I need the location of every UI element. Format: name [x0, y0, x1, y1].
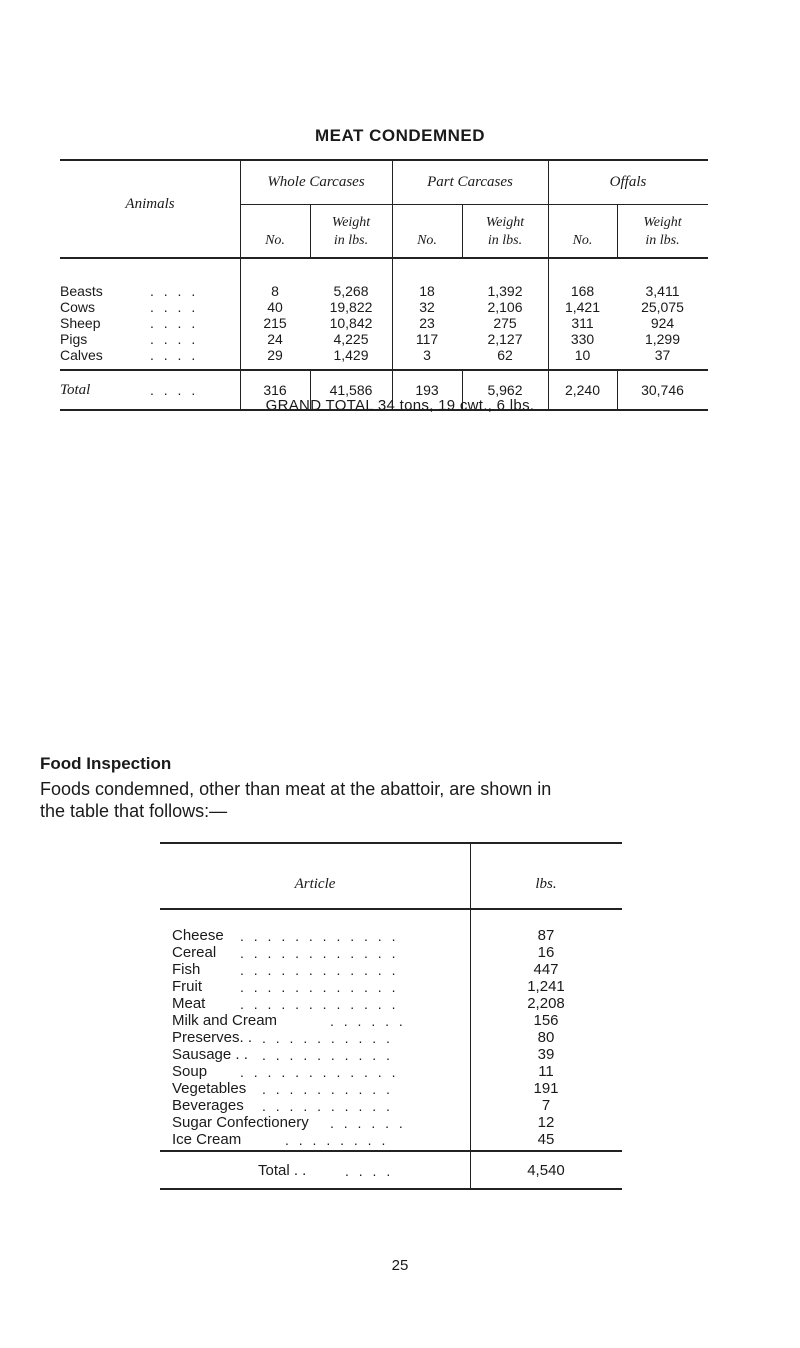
header-animals: Animals: [125, 196, 175, 212]
cell-value: 23: [419, 315, 435, 331]
leader-dots: . . . . . . . . . . . .: [240, 979, 399, 995]
cell-value: 1,392: [487, 283, 523, 299]
leader-dots: . . . .: [150, 347, 199, 363]
header-whole-carcases: Whole Carcases: [267, 174, 365, 190]
cell-value: 447: [533, 961, 559, 978]
total-value: 4,540: [527, 1162, 565, 1179]
cell-value: 311: [571, 315, 594, 331]
leader-dots: . . . .: [150, 315, 199, 331]
leader-dots: . . . . . .: [330, 1013, 406, 1029]
leader-dots: . . . .: [150, 382, 199, 398]
grand-total: GRAND TOTAL 34 tons, 19 cwt., 6 lbs.: [265, 397, 535, 414]
total-top-rule: [160, 1150, 622, 1152]
row-label: Calves: [60, 347, 103, 363]
cell-value: 3,411: [645, 283, 680, 299]
cell-value: 18: [419, 283, 435, 299]
header-bottom-rule: [60, 257, 708, 259]
subheader-no: No.: [417, 233, 437, 248]
cell-value: 45: [537, 1131, 555, 1148]
cell-value: 10,842: [329, 315, 373, 331]
cell-value: 12: [537, 1114, 555, 1131]
row-label: Pigs: [60, 331, 88, 347]
row-label: Preserves. .: [172, 1029, 253, 1046]
total-value: 193: [415, 382, 439, 398]
section-heading: Food Inspection: [40, 754, 172, 773]
total-value: 5,962: [487, 382, 523, 398]
leader-dots: . . . .: [150, 283, 199, 299]
row-label: Soup: [172, 1063, 208, 1080]
row-label: Vegetables: [172, 1080, 247, 1097]
leader-dots: . . . .: [150, 331, 199, 347]
cell-value: 62: [497, 347, 513, 363]
cell-value: 24: [267, 331, 283, 347]
paragraph-line: Foods condemned, other than meat at the abattoir, are shown in: [40, 779, 552, 799]
total-value: 41,586: [329, 382, 373, 398]
leader-dots: . . . . . . . . . .: [262, 1098, 393, 1114]
table-bottom-rule: [160, 1188, 622, 1190]
cell-value: 37: [654, 347, 671, 363]
subheader-weight: [617, 214, 708, 250]
cell-value: 25,075: [641, 299, 684, 315]
leader-dots: . . . . . . . .: [285, 1132, 389, 1148]
subheader-weight: [310, 214, 392, 250]
row-label: Fish: [172, 961, 201, 978]
cell-value: 11: [538, 1063, 554, 1080]
cell-value: 80: [537, 1029, 555, 1046]
row-label: Beasts: [60, 283, 103, 299]
cell-value: 16: [537, 944, 555, 961]
total-top-rule: [60, 369, 708, 371]
leader-dots: . . . .: [150, 299, 199, 315]
leader-dots: . . . . . . . . . . . .: [240, 1064, 399, 1080]
leader-dots: . . . . . . . . . . . .: [240, 996, 399, 1012]
subheader-weight-line1: Weight: [643, 215, 682, 230]
leader-dots: . . . . . . . . . . . .: [240, 962, 399, 978]
subheader-weight-line2: in lbs.: [487, 233, 523, 248]
header-bottom-rule: [160, 908, 622, 910]
cell-value: 156: [533, 1012, 559, 1029]
subheader-weight-line1: Weight: [485, 215, 525, 230]
leader-dots: . . . . . . . . . .: [262, 1047, 393, 1063]
row-label: Cereal: [172, 944, 217, 961]
leader-dots: . . . . . . . . . . . .: [240, 945, 399, 961]
cell-value: 32: [419, 299, 435, 315]
cell-value: 1,299: [644, 331, 681, 347]
cell-value: 1,241: [527, 978, 565, 995]
row-label: Sausage . .: [172, 1046, 248, 1063]
row-label: Sheep: [60, 315, 101, 331]
cell-value: 3: [423, 347, 431, 363]
header-lbs: lbs.: [535, 876, 557, 892]
total-label: Total: [60, 382, 91, 398]
row-label: Fruit: [172, 978, 202, 995]
cell-value: 215: [263, 315, 287, 331]
cell-value: 2,106: [487, 299, 523, 315]
total-value: 30,746: [641, 382, 684, 398]
row-label: Ice Cream: [172, 1131, 242, 1148]
leader-dots: . . . .: [345, 1163, 394, 1179]
row-label: Cheese: [172, 927, 224, 944]
cell-value: 2,127: [487, 331, 523, 347]
row-label: Meat: [172, 995, 206, 1012]
row-label: Milk and Cream: [172, 1012, 278, 1029]
cell-value: 924: [650, 315, 675, 331]
cell-value: 8: [271, 283, 279, 299]
cell-value: 275: [493, 315, 517, 331]
paragraph-line: the table that follows:—: [40, 801, 228, 821]
cell-value: 10: [574, 347, 591, 363]
page-title: MEAT CONDEMNED: [314, 126, 486, 145]
total-label: Total . .: [258, 1162, 307, 1179]
subheader-weight-line2: in lbs.: [645, 233, 680, 248]
intro-paragraph: [40, 778, 764, 822]
cell-value: 117: [415, 331, 439, 347]
header-article: Article: [294, 876, 336, 892]
table-top-rule: [160, 842, 622, 844]
row-label: Sugar Confectionery: [172, 1114, 309, 1131]
cell-value: 29: [267, 347, 283, 363]
leader-dots: . . . . . .: [330, 1115, 406, 1131]
cell-value: 40: [267, 299, 283, 315]
page-number: 25: [391, 1257, 409, 1274]
total-value: 316: [263, 382, 287, 398]
cell-value: 168: [570, 283, 595, 299]
subheader-weight-line1: Weight: [331, 215, 371, 230]
total-value: 2,240: [564, 382, 601, 398]
cell-value: 39: [537, 1046, 555, 1063]
cell-value: 7: [541, 1097, 551, 1114]
subheader-weight: [462, 214, 548, 250]
header-part-carcases: Part Carcases: [427, 174, 513, 190]
row-label: Cows: [60, 299, 96, 315]
leader-dots: . . . . . . . . . . . .: [240, 928, 399, 944]
table-top-rule: [60, 159, 708, 161]
subheader-weight-line2: in lbs.: [333, 233, 369, 248]
cell-value: 5,268: [333, 283, 369, 299]
row-label: Beverages: [172, 1097, 244, 1114]
cell-value: 2,208: [527, 995, 565, 1012]
cell-value: 191: [533, 1080, 559, 1097]
subheader-no: No.: [572, 233, 593, 248]
leader-dots: . . . . . . . . . .: [262, 1030, 393, 1046]
cell-value: 87: [537, 927, 555, 944]
subheader-no: No.: [265, 233, 285, 248]
cell-value: 4,225: [333, 331, 369, 347]
cell-value: 19,822: [329, 299, 373, 315]
header-offals: Offals: [609, 174, 647, 190]
leader-dots: . . . . . . . . . .: [262, 1081, 393, 1097]
cell-value: 1,421: [564, 299, 601, 315]
cell-value: 330: [570, 331, 595, 347]
cell-value: 1,429: [333, 347, 369, 363]
